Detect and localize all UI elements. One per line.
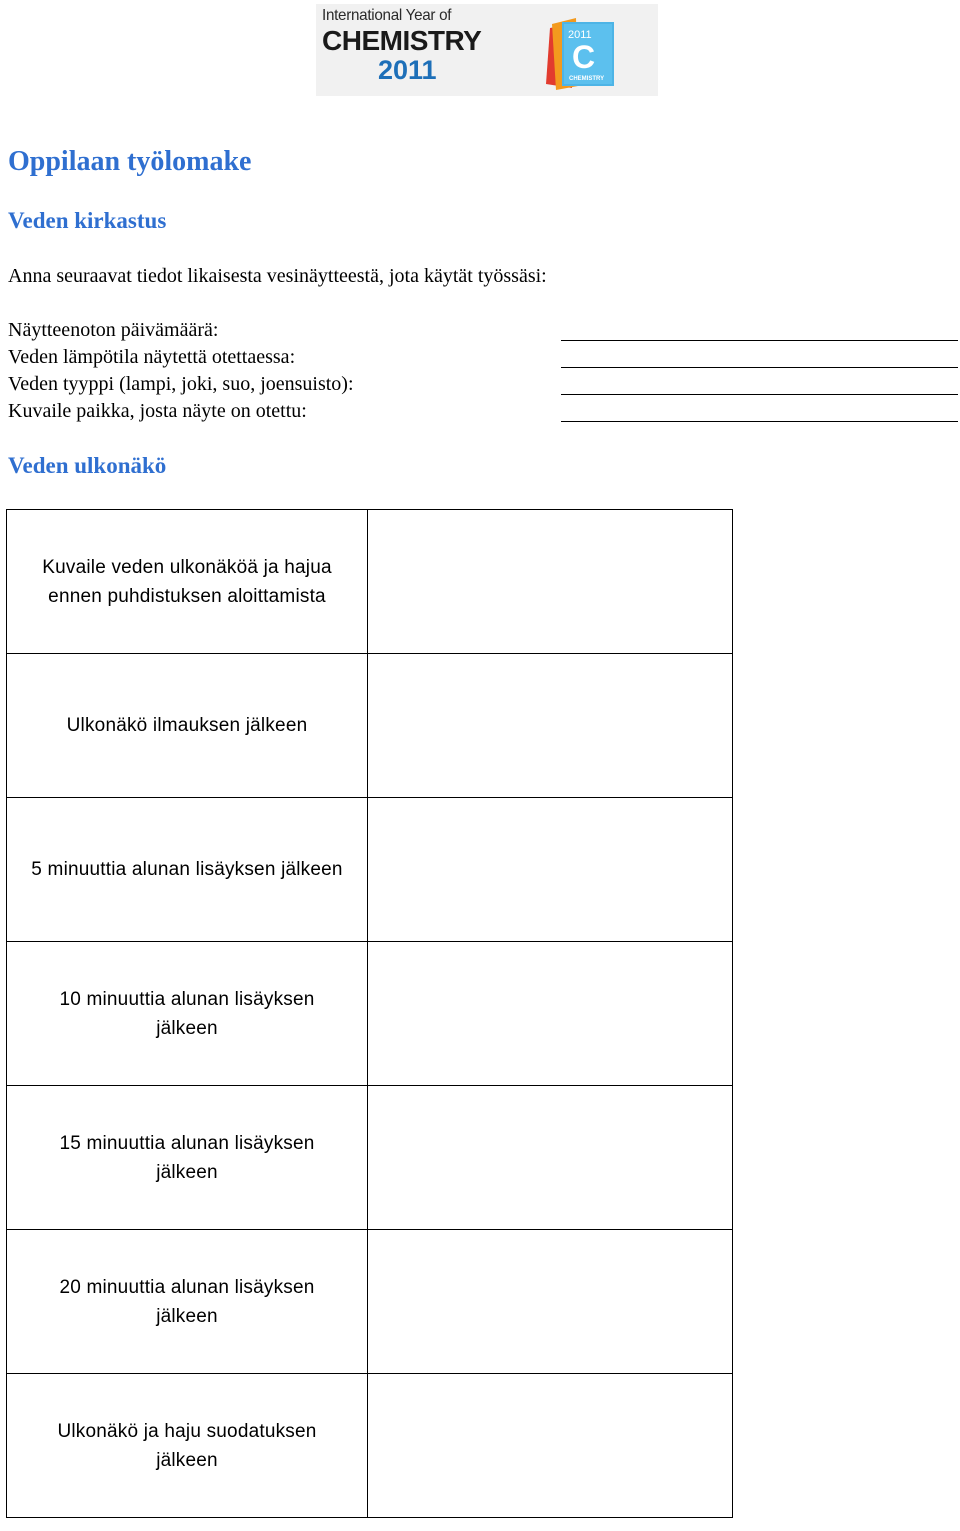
iyc-logo: [316, 4, 658, 96]
row-label-line-1: Ulkonäkö ja haju suodatuksen: [57, 1420, 317, 1442]
section-title: Veden ulkonäkö: [8, 453, 167, 478]
field-line-location[interactable]: [561, 421, 958, 422]
page-title: Oppilaan työlomake: [8, 146, 252, 177]
field-label-date: Näytteenoton päivämäärä:: [8, 319, 219, 341]
table-row: [7, 942, 733, 1086]
field-line-temperature[interactable]: [561, 367, 958, 368]
row-label: [7, 1086, 368, 1230]
answer-cell[interactable]: [368, 1086, 733, 1230]
table-row: [7, 1230, 733, 1374]
table-row: [7, 1374, 733, 1518]
field-label-location: Kuvaile paikka, josta näyte on otettu:: [8, 400, 307, 422]
observation-table: [6, 509, 733, 1518]
logo-line-2: CHEMISTRY: [322, 25, 482, 56]
mark-letter: C: [572, 39, 596, 75]
row-label-line-2: jälkeen: [156, 1017, 218, 1039]
row-label-line-1: 15 minuuttia alunan lisäyksen: [59, 1132, 315, 1154]
logo-line-3: 2011: [378, 55, 437, 85]
answer-cell[interactable]: [368, 510, 733, 654]
field-row: [8, 318, 960, 345]
row-label-line-1: 20 minuuttia alunan lisäyksen: [59, 1276, 315, 1298]
field-line-date[interactable]: [561, 340, 958, 341]
field-line-water-type[interactable]: [561, 394, 958, 395]
chemistry-cube-icon: [542, 14, 622, 94]
intro-text: Anna seuraavat tiedot likaisesta vesinäytteestä, jota käytät työssäsi:: [8, 265, 547, 287]
field-row: [8, 372, 960, 399]
answer-cell[interactable]: [368, 1374, 733, 1518]
row-label: [7, 1374, 368, 1518]
table-row: [7, 510, 733, 654]
answer-cell[interactable]: [368, 654, 733, 798]
answer-cell[interactable]: [368, 942, 733, 1086]
row-label-line-2: jälkeen: [156, 1449, 218, 1471]
table-row: [7, 1086, 733, 1230]
field-row: [8, 345, 960, 372]
row-label-line-1: 5 minuuttia alunan lisäyksen jälkeen: [31, 859, 343, 880]
row-label-line-1: Ulkonäkö ilmauksen jälkeen: [66, 715, 308, 736]
row-label: [7, 1230, 368, 1374]
page-subtitle: Veden kirkastus: [8, 208, 167, 233]
row-label: [7, 510, 368, 654]
field-label-temperature: Veden lämpötila näytettä otettaessa:: [8, 346, 296, 368]
row-label-line-2: jälkeen: [156, 1305, 218, 1327]
row-label-line-2: jälkeen: [156, 1161, 218, 1183]
field-row: [8, 399, 960, 426]
logo-wordmark: [322, 8, 502, 84]
row-label-line-1: 10 minuuttia alunan lisäyksen: [59, 988, 315, 1010]
field-label-water-type: Veden tyyppi (lampi, joki, suo, joensuisto):: [8, 373, 354, 395]
sample-info-fields: [8, 318, 960, 426]
logo-line-1: International Year of: [322, 7, 452, 24]
row-label-line-2: ennen puhdistuksen aloittamista: [48, 585, 326, 607]
row-label: [7, 942, 368, 1086]
row-label-line-1: Kuvaile veden ulkonäköä ja hajua: [42, 556, 332, 578]
table-row: [7, 654, 733, 798]
answer-cell[interactable]: [368, 1230, 733, 1374]
row-label: [7, 654, 368, 798]
answer-cell[interactable]: [368, 798, 733, 942]
mark-year: 2011: [568, 29, 592, 41]
table-row: [7, 798, 733, 942]
mark-caption: CHEMISTRY: [569, 76, 605, 82]
row-label: [7, 798, 368, 942]
